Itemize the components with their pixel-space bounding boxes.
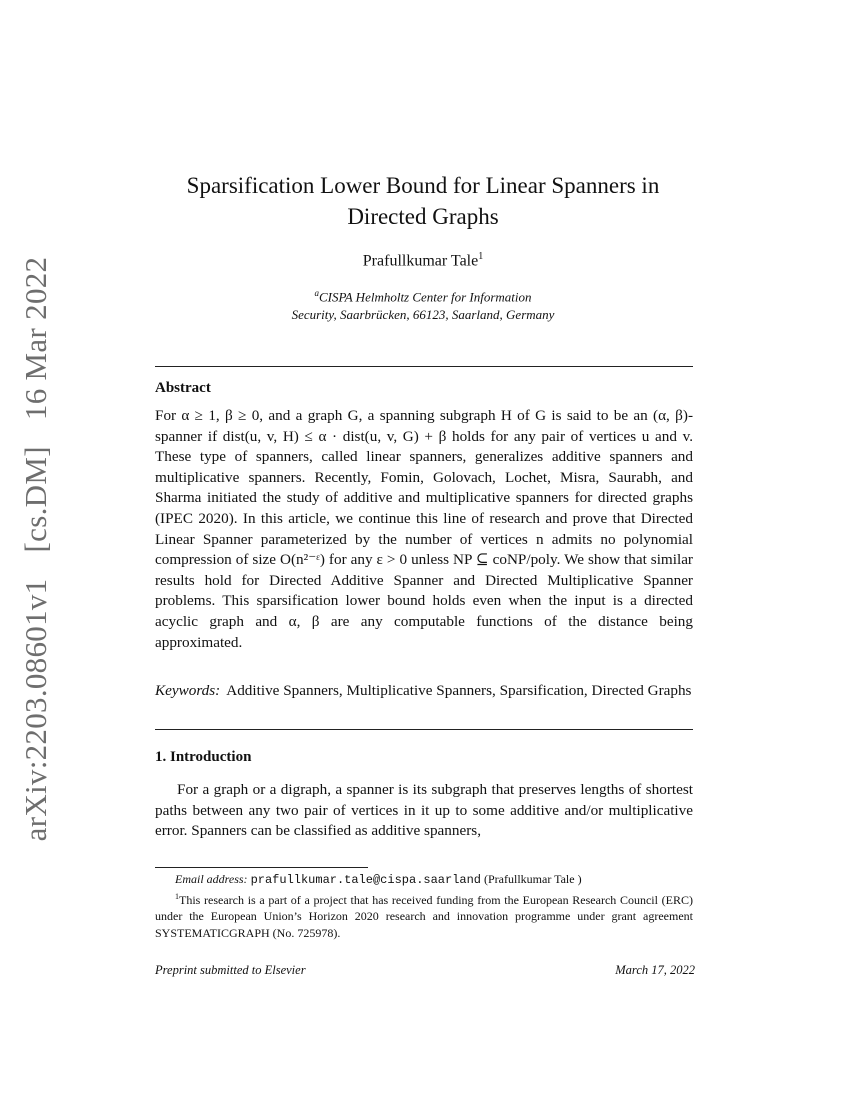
affiliation-line-2: Security, Saarbrücken, 66123, Saarland, Germany	[291, 307, 555, 323]
introduction-text: For a graph or a digraph, a spanner is its subgraph that preserves lengths of shortest paths between any two pair of vertices in it up to some additive and/or multiplicative error. Spanners can be classified as additive spanners,	[155, 781, 693, 840]
arxiv-id[interactable]: arXiv:2203.08601v1	[18, 578, 53, 842]
arxiv-category: [cs.DM]	[18, 446, 53, 553]
arxiv-sidebar-stamp	[18, 239, 54, 842]
author-footnote-mark: 1	[478, 251, 484, 262]
author-name: Prafullkumar Tale	[362, 252, 479, 270]
arxiv-date: 16 Mar 2022	[18, 256, 53, 421]
keywords	[155, 681, 693, 702]
preprint-notice: Preprint submitted to Elsevier	[155, 963, 306, 977]
keywords-label: Keywords:	[155, 682, 221, 699]
abstract-text: For α ≥ 1, β ≥ 0, and a graph G, a spanning subgraph H of G is said to be an (α, β)-spanner if dist(u, v, H) ≤ α · dist(u, v, G) + β holds for any pair of vertices u and v. These type of spanners, called linear spanners, generalizes additive spanners and multiplicative spanners. Recently, Fomin, Golovach, Lochet, Misra, Saurabh, and Sharma initiated the study of additive and multiplicative spanners for directed graphs (IPEC 2020). In this article, we continue this line of research and prove that Directed Linear Spanner parameterized by the number of vertices n admits no polynomial compression of size O(n²⁻ᵋ) for any ε > 0 unless NP ⊆ coNP/poly. We show that similar results hold for Directed Additive Spanner and Directed Multiplicative Spanner problems. This sparsification lower bound holds even when the input is a directed acyclic graph and α, β are any computable functions of the distance being approximated.	[155, 407, 693, 651]
funding-footnote-text: This research is a part of a project that has received funding from the European Research Council (ERC) under the European Union’s Horizon 2020 research and innovation programme under grant agreement SYSTEMATICGRAPH (No. 725978).	[155, 892, 693, 940]
section-heading-introduction: 1. Introduction	[155, 749, 252, 765]
footnotes	[155, 871, 693, 941]
affiliation-line-1: CISPA Helmholtz Center for Information	[318, 289, 532, 305]
affiliation	[150, 284, 696, 324]
abstract-bottom-rule	[155, 729, 693, 730]
title-line-2: Directed Graphs	[347, 204, 499, 229]
title-line-1: Sparsification Lower Bound for Linear Spanners in	[186, 173, 660, 198]
abstract-top-rule	[155, 366, 693, 367]
paper-title	[150, 170, 696, 232]
email-footnote	[155, 871, 693, 889]
funding-footnote-mark: 1	[175, 891, 179, 901]
preprint-date: March 17, 2022	[615, 963, 695, 977]
funding-footnote	[155, 889, 693, 942]
email-address-link[interactable]: prafullkumar.tale@cispa.saarland	[250, 873, 481, 887]
footnote-rule	[155, 867, 368, 868]
author	[150, 251, 696, 270]
email-label: Email address:	[175, 872, 248, 886]
keywords-text: Additive Spanners, Multiplicative Spanners, Sparsification, Directed Graphs	[226, 682, 692, 699]
affiliation-mark: a	[314, 288, 319, 298]
email-owner: (Prafullkumar Tale )	[484, 872, 582, 886]
abstract-heading: Abstract	[155, 380, 211, 396]
